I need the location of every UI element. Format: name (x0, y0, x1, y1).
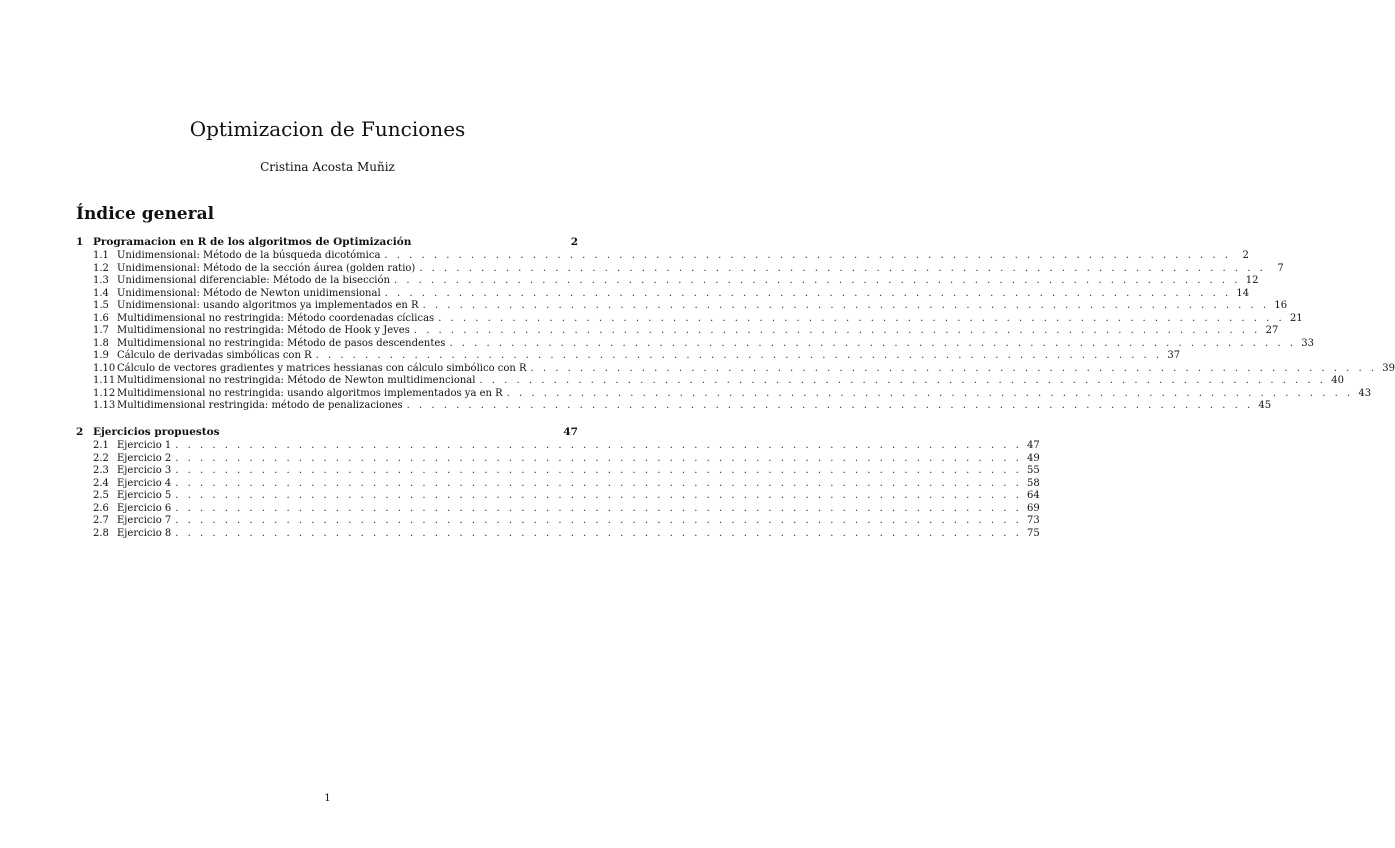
toc-section-number: 1.6 (93, 312, 109, 324)
toc-section-page: 49 (1027, 452, 1040, 464)
toc-section-title: Unidimensional: Método de la búsqueda dicotómica (117, 250, 381, 261)
toc-section-title: Cálculo de derivadas simbólicas con R (117, 350, 312, 361)
toc-section-page: 45 (1258, 400, 1272, 411)
toc-section-number: 2.3 (93, 465, 109, 476)
toc-section-page: 58 (1027, 477, 1040, 489)
toc-section-number: 1.9 (93, 350, 109, 361)
toc-section-title: Ejercicio 4 (117, 477, 172, 489)
toc-section-page: 64 (1027, 490, 1040, 501)
toc-section-number: 1.13 (93, 400, 116, 411)
toc-chapter-2[interactable] (76, 426, 578, 439)
toc-leader-dots: . . . . . . . . . . . . . . . . . . . . . . . . . . . . . . . . . . . . . . . . . . . . . . . . . . . . . . . . . . . . . . . . . . . . . (175, 490, 1022, 501)
toc-section-page: 47 (1027, 440, 1040, 451)
toc-section-1-11[interactable] (76, 374, 1344, 387)
toc-leader-dots: . . . . . . . . . . . . . . . . . . . . . . . . . . . . . . . . . . . . . . . . . . . . . . . . . . . . . . . . . . . . . . . . . . . . . (315, 350, 1163, 361)
toc-section-page: 14 (1236, 287, 1250, 299)
toc-section-1-12[interactable] (76, 387, 1372, 400)
toc-section-title: Unidimensional: Método de Newton unidimensional (117, 287, 381, 299)
toc-section-1-6[interactable] (76, 312, 1303, 325)
toc-section-number: 1.4 (93, 287, 109, 299)
toc-section-number: 1.11 (93, 375, 116, 386)
toc-section-page: 75 (1027, 527, 1040, 539)
toc-leader-dots: . . . . . . . . . . . . . . . . . . . . . . . . . . . . . . . . . . . . . . . . . . . . . . . . . . . . . . . . . . . . . . . . . . . . . (384, 287, 1232, 299)
toc-chapter-title: Ejercicios propuestos (93, 426, 220, 438)
document-author: Cristina Acosta Muñiz (260, 160, 395, 174)
toc-section-2-8[interactable] (76, 527, 1040, 540)
toc-section-page: 73 (1027, 515, 1040, 526)
toc-section-1-8[interactable] (76, 337, 1314, 350)
toc-section-2-5[interactable] (76, 489, 1040, 502)
toc-leader-dots: . . . . . . . . . . . . . . . . . . . . . . . . . . . . . . . . . . . . . . . . . . . . . . . . . . . . . . . . . . . . . . . . . . . . . (422, 300, 1270, 311)
toc-section-page: 39 (1382, 362, 1395, 374)
toc-section-title: Multidimensional no restringida: Método de pasos descendentes (117, 337, 446, 349)
toc-leader-dots: . . . . . . . . . . . . . . . . . . . . . . . . . . . . . . . . . . . . . . . . . . . . . . . . . . . . . . . . . . . . . . . . . . . . . (175, 440, 1022, 451)
toc-leader-dots: . . . . . . . . . . . . . . . . . . . . . . . . . . . . . . . . . . . . . . . . . . . . . . . . . . . . . . . . . . . . . . . . . . . . . (393, 275, 1241, 286)
toc-leader-dots: . . . . . . . . . . . . . . . . . . . . . . . . . . . . . . . . . . . . . . . . . . . . . . . . . . . . . . . . . . . . . . . . . . . . . (175, 502, 1022, 514)
toc-section-number: 1.5 (93, 300, 109, 311)
toc-section-number: 1.3 (93, 275, 109, 286)
toc-section-title: Ejercicio 7 (117, 515, 172, 526)
toc-leader-dots: . . . . . . . . . . . . . . . . . . . . . . . . . . . . . . . . . . . . . . . . . . . . . . . . . . . . . . . . . . . . . . . . . . . . . (438, 312, 1285, 324)
toc-section-1-5[interactable] (76, 299, 1288, 312)
toc-section-page: 55 (1027, 465, 1040, 476)
toc-section-page: 43 (1358, 387, 1372, 399)
toc-leader-dots: . . . . . . . . . . . . . . . . . . . . . . . . . . . . . . . . . . . . . . . . . . . . . . . . . . . . . . . . . . . . . . . . . . . . . (175, 477, 1022, 489)
toc-section-2-2[interactable] (76, 452, 1040, 465)
toc-section-2-7[interactable] (76, 514, 1040, 527)
toc-heading: Índice general (76, 204, 215, 224)
toc-section-title: Ejercicio 2 (117, 452, 172, 464)
toc-section-number: 2.4 (93, 477, 109, 489)
toc-section-2-1[interactable] (76, 439, 1040, 452)
toc-section-title: Multidimensional no restringida: Método de Hook y Jeves (117, 325, 410, 336)
toc-leader-dots: . . . . . . . . . . . . . . . . . . . . . . . . . . . . . . . . . . . . . . . . . . . . . . . . . . . . . . . . . . . . . . . . . . . . . (413, 325, 1261, 336)
toc-section-1-13[interactable] (76, 399, 1272, 412)
toc-section-2-6[interactable] (76, 502, 1040, 515)
toc-section-title: Ejercicio 6 (117, 502, 172, 514)
toc-chapter-page: 47 (563, 426, 578, 438)
toc-section-1-1[interactable] (76, 249, 1249, 262)
toc-chapter-number: 2 (76, 426, 84, 438)
toc-section-title: Unidimensional: usando algoritmos ya implementados en R (117, 300, 419, 311)
toc-leader-dots: . . . . . . . . . . . . . . . . . . . . . . . . . . . . . . . . . . . . . . . . . . . . . . . . . . . . . . . . . . . . . . . . . . . . . (384, 250, 1231, 261)
toc-section-number: 1.10 (93, 362, 116, 374)
toc-section-title: Multidimensional no restringida: usando algoritmos implementados ya en R (117, 387, 503, 399)
toc-section-page: 37 (1167, 350, 1181, 361)
toc-section-number: 1.12 (93, 387, 116, 399)
toc-section-page: 27 (1265, 325, 1279, 336)
toc-section-title: Ejercicio 3 (117, 465, 172, 476)
toc-leader-dots: . . . . . . . . . . . . . . . . . . . . . . . . . . . . . . . . . . . . . . . . . . . . . . . . . . . . . . . . . . . . . . . . . . . . . (530, 362, 1378, 374)
toc-section-page: 40 (1331, 375, 1344, 386)
toc-section-page: 16 (1274, 300, 1288, 311)
toc-section-page: 2 (1242, 250, 1249, 261)
toc-section-title: Multidimensional no restringida: Método de Newton multidimencional (117, 375, 476, 386)
toc-section-number: 2.2 (93, 452, 109, 464)
toc-section-title: Unidimensional: Método de la sección áurea (golden ratio) (117, 262, 416, 274)
toc-section-number: 2.8 (93, 527, 109, 539)
toc-section-number: 1.8 (93, 337, 109, 349)
toc-chapter-page: 2 (570, 236, 578, 248)
toc-chapter-number: 1 (76, 236, 84, 248)
toc-section-1-7[interactable] (76, 324, 1279, 337)
toc-section-1-3[interactable] (76, 274, 1259, 287)
toc-section-title: Unidimensional diferenciable: Método de la bisección (117, 275, 390, 286)
toc-section-page: 33 (1301, 337, 1314, 349)
toc-section-title: Cálculo de vectores gradientes y matrices hessianas con cálculo simbólico con R (117, 362, 527, 374)
toc-leader-dots: . . . . . . . . . . . . . . . . . . . . . . . . . . . . . . . . . . . . . . . . . . . . . . . . . . . . . . . . . . . . . . . . . . . . . (175, 452, 1022, 464)
toc-leader-dots: . . . . . . . . . . . . . . . . . . . . . . . . . . . . . . . . . . . . . . . . . . . . . . . . . . . . . . . . . . . . . . . . . . . . . (175, 465, 1022, 476)
toc-leader-dots: . . . . . . . . . . . . . . . . . . . . . . . . . . . . . . . . . . . . . . . . . . . . . . . . . . . . . . . . . . . . . . . . . . . . . (406, 400, 1254, 411)
toc-section-page: 69 (1027, 502, 1040, 514)
toc-leader-dots: . . . . . . . . . . . . . . . . . . . . . . . . . . . . . . . . . . . . . . . . . . . . . . . . . . . . . . . . . . . . . . . . . . . . . (449, 337, 1296, 349)
toc-section-title: Ejercicio 5 (117, 490, 172, 501)
toc-section-2-4[interactable] (76, 477, 1040, 490)
toc-section-page: 21 (1289, 312, 1303, 324)
toc-section-number: 1.1 (93, 250, 109, 261)
toc-section-number: 1.2 (93, 262, 109, 274)
toc-section-title: Ejercicio 8 (117, 527, 172, 539)
toc-section-number: 2.6 (93, 502, 109, 514)
toc-chapter-title: Programacion en R de los algoritmos de Optimización (93, 236, 412, 248)
toc-section-1-2[interactable] (76, 262, 1284, 275)
toc-section-page: 12 (1245, 275, 1259, 286)
toc-leader-dots: . . . . . . . . . . . . . . . . . . . . . . . . . . . . . . . . . . . . . . . . . . . . . . . . . . . . . . . . . . . . . . . . . . . . . (175, 527, 1022, 539)
toc-section-number: 1.7 (93, 325, 109, 336)
toc-section-number: 2.1 (93, 440, 109, 451)
toc-leader-dots: . . . . . . . . . . . . . . . . . . . . . . . . . . . . . . . . . . . . . . . . . . . . . . . . . . . . . . . . . . . . . . . . . . . . . (479, 375, 1326, 386)
document-title: Optimizacion de Funciones (189, 117, 466, 141)
page-number: 1 (324, 793, 331, 804)
toc-section-title: Multidimensional restringida: método de penalizaciones (117, 400, 403, 411)
toc-leader-dots: . . . . . . . . . . . . . . . . . . . . . . . . . . . . . . . . . . . . . . . . . . . . . . . . . . . . . . . . . . . . . . . . . . . . . (419, 262, 1266, 274)
toc-section-1-4[interactable] (76, 287, 1250, 300)
toc-chapter-1[interactable] (76, 236, 578, 249)
toc-section-title: Multidimensional no restringida: Método coordenadas cíclicas (117, 312, 435, 324)
toc-section-2-3[interactable] (76, 464, 1040, 477)
toc-section-1-10[interactable] (76, 362, 1395, 375)
toc-section-page: 7 (1277, 262, 1284, 274)
toc-leader-dots: . . . . . . . . . . . . . . . . . . . . . . . . . . . . . . . . . . . . . . . . . . . . . . . . . . . . . . . . . . . . . . . . . . . . . (506, 387, 1354, 399)
toc-section-title: Ejercicio 1 (117, 440, 172, 451)
toc-section-number: 2.7 (93, 515, 109, 526)
toc-section-1-9[interactable] (76, 349, 1181, 362)
toc-leader-dots: . . . . . . . . . . . . . . . . . . . . . . . . . . . . . . . . . . . . . . . . . . . . . . . . . . . . . . . . . . . . . . . . . . . . . (175, 515, 1022, 526)
toc-section-number: 2.5 (93, 490, 109, 501)
